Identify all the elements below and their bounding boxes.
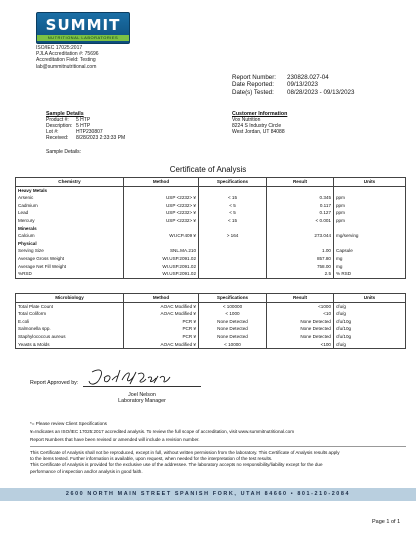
analyte-cell: Total Plate Count xyxy=(16,302,124,310)
analyte-cell: Serving Size xyxy=(16,247,124,255)
spec-cell: None Detected xyxy=(199,325,267,333)
table-row xyxy=(16,263,406,271)
units-cell: % RSD xyxy=(334,270,406,278)
spec-cell: < 100000 xyxy=(199,302,267,310)
customer-info-heading: Customer Information xyxy=(232,111,288,117)
report-info xyxy=(232,74,354,96)
sample-key: Product #: xyxy=(46,117,69,123)
units-cell: ppm xyxy=(334,217,406,225)
spec-cell xyxy=(199,255,267,263)
accreditation-line: Accreditation Field: Testing xyxy=(36,57,96,64)
note-line: Report Numbers that have been revised or amended will include a revision number. xyxy=(30,436,200,442)
analyte-cell: Average Net Fill Weight xyxy=(16,263,124,271)
report-number-label: Report Number: xyxy=(232,74,277,81)
empty-cell xyxy=(199,186,267,194)
disclaimer-line: This Certificate of Analysis shall not be reproduced, except in full, without written permission from the laboratory. This Certificate of Analysis results apply xyxy=(30,450,340,455)
result-cell: 0.117 xyxy=(267,202,334,210)
table-row xyxy=(16,247,406,255)
approver xyxy=(83,392,201,405)
method-cell: AOAC Modified ¥ xyxy=(124,310,199,318)
method-cell: WI.USP.2091.02 xyxy=(124,263,199,271)
column-header: Specifications xyxy=(199,294,267,303)
method-cell: SNL.MA.210 xyxy=(124,247,199,255)
empty-cell xyxy=(334,225,406,233)
result-cell: <10 xyxy=(267,310,334,318)
analyte-cell: Average Gross Weight xyxy=(16,255,124,263)
units-cell: mg xyxy=(334,255,406,263)
sample-key: Lot #: xyxy=(46,129,59,135)
sample-details-heading: Sample Details xyxy=(46,111,84,117)
sample-value: 8/28/2023 2:33:33 PM xyxy=(76,135,126,141)
approver-role: Laboratory Manager xyxy=(118,398,166,405)
dates-tested-label: Date(s) Tested: xyxy=(232,88,274,96)
spec-cell xyxy=(199,270,267,278)
spec-cell: None Detected xyxy=(199,318,267,326)
units-cell: cfu/10g xyxy=(334,318,406,326)
approver-name: Joel Nelson xyxy=(128,392,156,398)
disclaimer-line: performance of inspection and/or analysis in good faith. xyxy=(30,468,143,474)
table-row xyxy=(16,318,406,326)
units-cell: cfu/10g xyxy=(334,333,406,341)
method-cell: USP <2232> ¥ xyxy=(124,217,199,225)
units-cell: Capsule xyxy=(334,247,406,255)
result-cell: <1000 xyxy=(267,302,334,310)
group-row xyxy=(16,225,406,233)
page-number: Page 1 of 1 xyxy=(372,519,401,525)
customer-line: 8224 S Industry Circle xyxy=(232,123,282,129)
microbiology-rows xyxy=(16,302,406,349)
sample-value: 5 HTP xyxy=(76,117,91,123)
empty-cell xyxy=(199,240,267,248)
column-header: Method xyxy=(124,178,199,187)
spec-cell: None Detected xyxy=(199,333,267,341)
sample-key: Received: xyxy=(46,135,69,141)
approved-by-label: Report Approved by: xyxy=(30,380,79,386)
column-header: Result xyxy=(267,294,334,303)
analyte-cell: Cadmium xyxy=(16,202,124,210)
lab-email-link[interactable]: lab@summitnutritional.com xyxy=(36,63,97,70)
units-cell: mg/serving xyxy=(334,232,406,240)
analyte-cell: Staphylococcus aureus xyxy=(16,333,124,341)
summit-logo xyxy=(36,12,130,44)
group-label: Physical xyxy=(16,240,124,248)
spec-cell xyxy=(199,263,267,271)
table-row xyxy=(16,310,406,318)
spec-cell: > 164 xyxy=(199,232,267,240)
spec-cell: < 15 xyxy=(199,194,267,202)
spec-cell: < 5 xyxy=(199,209,267,217)
method-cell: WI.USP.2091.02 xyxy=(124,270,199,278)
result-cell: 0.127 xyxy=(267,209,334,217)
units-cell: cfu/g xyxy=(334,341,406,349)
result-cell: < 0.001 xyxy=(267,217,334,225)
method-cell: PCR ¥ xyxy=(124,325,199,333)
chemistry-rows xyxy=(16,186,406,278)
method-cell: USP <2232> ¥ xyxy=(124,194,199,202)
customer-info xyxy=(232,111,287,135)
method-cell: AOAC Modified ¥ xyxy=(124,341,199,349)
spec-cell: < 5 xyxy=(199,202,267,210)
column-header: Units xyxy=(334,294,406,303)
empty-cell xyxy=(267,225,334,233)
microbiology-table xyxy=(15,293,406,349)
result-cell: 857.80 xyxy=(267,255,334,263)
footer-address: 2600 NORTH MAIN STREET SPANISH FORK, UTAH 84660 • 801-210-2084 xyxy=(65,491,351,497)
date-reported: 09/13/2023 xyxy=(287,81,318,89)
accreditation-line: ISO/IEC 17025:2017 xyxy=(36,45,83,51)
table-row xyxy=(16,217,406,225)
units-cell: cfu/g xyxy=(334,302,406,310)
empty-cell xyxy=(334,240,406,248)
dates-tested: 08/28/2023 - 09/13/2023 xyxy=(287,88,355,96)
empty-cell xyxy=(267,186,334,194)
result-cell: None Detected xyxy=(267,318,334,326)
units-cell: mg xyxy=(334,263,406,271)
method-cell: USP <2232> ¥ xyxy=(124,209,199,217)
note-line: *= Please review Client Specifications xyxy=(30,421,107,426)
method-cell: PCR ¥ xyxy=(124,333,199,341)
signature-line xyxy=(83,386,201,387)
table-row xyxy=(16,255,406,263)
table-row xyxy=(16,341,406,349)
customer-line: West Jordan, UT 84088 xyxy=(232,129,285,135)
table-row xyxy=(16,325,406,333)
units-cell: cfu/10g xyxy=(334,325,406,333)
sample-value: 5 HTP xyxy=(76,123,91,129)
table-row xyxy=(16,202,406,210)
sample-value: HTP230807 xyxy=(76,129,103,135)
group-label: Minerals xyxy=(16,225,124,233)
result-cell: 0.345 xyxy=(267,194,334,202)
analyte-cell: Lead xyxy=(16,209,124,217)
table-row xyxy=(16,194,406,202)
table-row xyxy=(16,302,406,310)
table-row xyxy=(16,232,406,240)
analyte-cell: Salmonella spp. xyxy=(16,325,124,333)
empty-cell xyxy=(124,186,199,194)
result-cell: 1.00 xyxy=(267,247,334,255)
customer-line: Vox Nutrition xyxy=(232,117,261,123)
column-header: Result xyxy=(267,178,334,187)
disclaimer xyxy=(30,446,406,475)
method-cell: WI.ICP.409 ¥ xyxy=(124,232,199,240)
units-cell: ppm xyxy=(334,202,406,210)
accreditation-line: PJLA Accreditation #: 75696 xyxy=(36,51,99,58)
document-title: Certificate of Analysis xyxy=(169,165,247,174)
method-cell: WI.USP.2091.02 xyxy=(124,255,199,263)
accreditation-block xyxy=(36,45,99,70)
sample-key: Description: xyxy=(46,123,73,129)
analyte-cell: Yeasts & Molds xyxy=(16,341,124,349)
table-header-row xyxy=(16,294,406,303)
method-cell: AOAC Modified ¥ xyxy=(124,302,199,310)
method-cell: USP <2232> ¥ xyxy=(124,202,199,210)
date-reported-label: Date Reported: xyxy=(232,81,274,89)
group-label: Heavy Metals xyxy=(16,186,124,194)
units-cell: ppm xyxy=(334,209,406,217)
result-cell: None Detected xyxy=(267,333,334,341)
report-number: 230828.027-04 xyxy=(287,74,329,81)
logo-subtitle: NUTRITIONAL LABORATORIES xyxy=(37,35,129,41)
method-cell: PCR ¥ xyxy=(124,318,199,326)
sample-details xyxy=(46,111,125,141)
result-cell: 273.044 xyxy=(267,232,334,240)
chemistry-table xyxy=(15,177,406,279)
note-line: ¥=Indicates an ISO/IEC 17025:2017 accredited analysis. To review the full scope of accreditation, visit www.summitnutritional.com xyxy=(30,428,295,434)
sample-details-note: Sample Details: xyxy=(46,149,82,155)
analyte-cell: %RSD xyxy=(16,270,124,278)
group-row xyxy=(16,186,406,194)
result-cell: 2.5 xyxy=(267,270,334,278)
table-header-row xyxy=(16,178,406,187)
spec-cell: < 10000 xyxy=(199,341,267,349)
empty-cell xyxy=(199,225,267,233)
empty-cell xyxy=(124,240,199,248)
group-row xyxy=(16,240,406,248)
empty-cell xyxy=(124,225,199,233)
units-cell: ppm xyxy=(334,194,406,202)
table-row xyxy=(16,333,406,341)
column-header: Microbiology xyxy=(16,294,124,303)
column-header: Method xyxy=(124,294,199,303)
analyte-cell: Mercury xyxy=(16,217,124,225)
table-row xyxy=(16,270,406,278)
spec-cell: < 15 xyxy=(199,217,267,225)
analyte-cell: Arsenic xyxy=(16,194,124,202)
spec-cell xyxy=(199,247,267,255)
empty-cell xyxy=(334,186,406,194)
analyte-cell: E.coli xyxy=(16,318,124,326)
column-header: Chemistry xyxy=(16,178,124,187)
result-cell: <100 xyxy=(267,341,334,349)
table-row xyxy=(16,209,406,217)
logo-name: SUMMIT xyxy=(45,16,121,34)
result-cell: None Detected xyxy=(267,325,334,333)
empty-cell xyxy=(267,240,334,248)
result-cell: 758.00 xyxy=(267,263,334,271)
analyte-cell: Calcium xyxy=(16,232,124,240)
units-cell: cfu/g xyxy=(334,310,406,318)
column-header: Units xyxy=(334,178,406,187)
analyte-cell: Total Coliform xyxy=(16,310,124,318)
report-notes xyxy=(30,420,294,443)
spec-cell: < 1000 xyxy=(199,310,267,318)
column-header: Specifications xyxy=(199,178,267,187)
disclaimer-line: This Certificate of Analysis is provided for the exclusive use of the addressee. The laboratory accepts no responsibility/liability except for the due xyxy=(30,462,323,468)
disclaimer-line: to the items tested. Further information is available, upon request, when needed for the interpretation of the test results. xyxy=(30,456,273,462)
